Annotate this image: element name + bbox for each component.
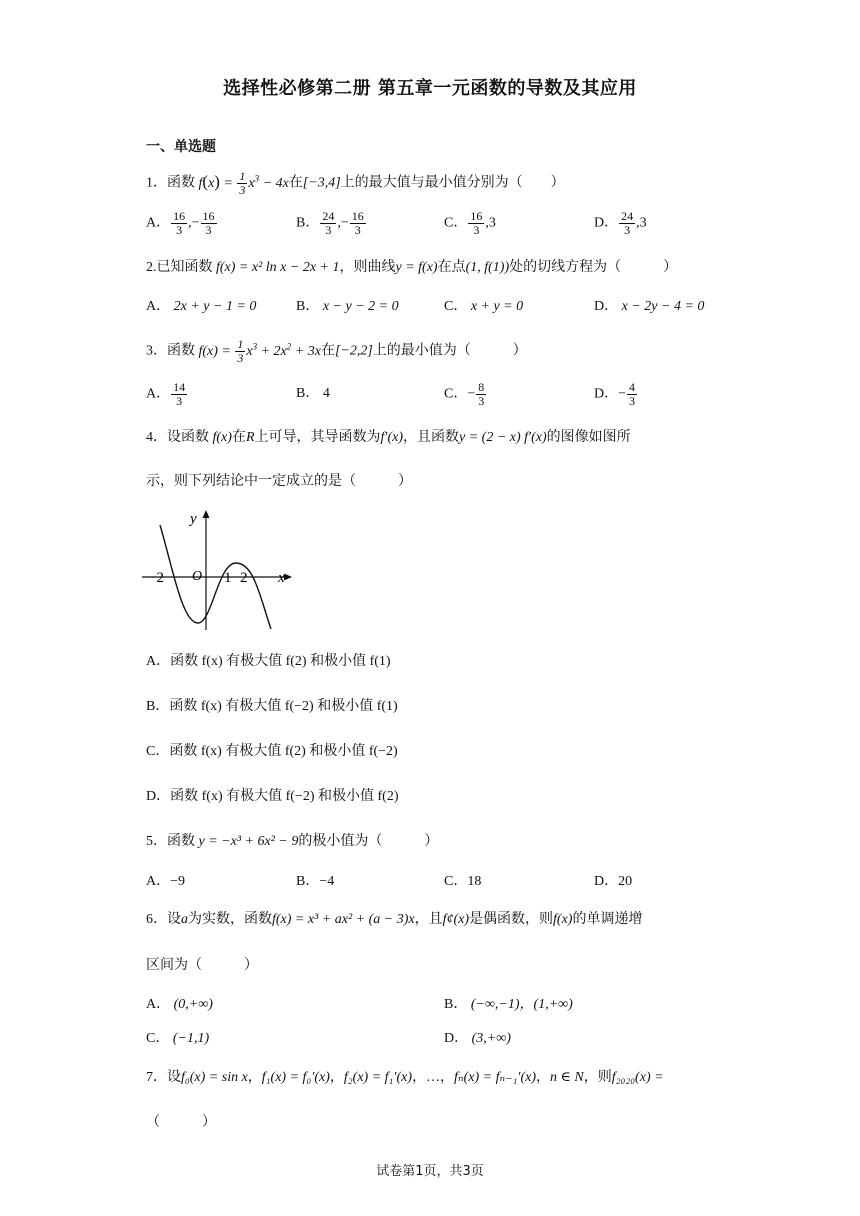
page-title: 选择性必修第二册 第五章一元函数的导数及其应用 [223,78,637,99]
q6-option-d[interactable]: D． (3,+∞) [444,1031,511,1046]
q3-option-c[interactable]: C．− $\frac{8}{3}$ [444,380,485,408]
question-2: 2.已知函数 f(x) = x² ln x − 2x + 1，则曲线y = f(x)在点(1, f(1))处的切线方程为（ ） [146,260,678,275]
q1-option-c[interactable]: C． $\frac{16}{3}$ ,3 [444,209,496,237]
q5-option-d[interactable]: D．20 [594,874,633,889]
question-1: 1．函数 f(x) = $\frac{1}{3}$ $x^3 - 4x$在[−3,4]上的最大值与最小值分别为（ ） [146,168,565,197]
question-5: 5．函数 y = −x³ + 6x² − 9的极小值为（ ） [146,834,439,849]
question-7-line-2: （ ） [146,1115,216,1130]
q4-option-a[interactable]: A．函数 f(x) 有极大值 f(2) 和极小值 f(1) [146,654,391,669]
question-4-line-2: 示，则下列结论中一定成立的是（ ） [146,474,412,489]
q4-option-c[interactable]: C．函数 f(x) 有极大值 f(2) 和极小值 f(−2) [146,744,398,759]
question-6: 6．设a为实数，函数f(x) = x³ + ax² + (a − 3)x，且f¢(x)是偶函数，则f(x)的单调递增 [146,912,643,927]
x-axis-arrow [284,574,292,581]
page-footer: 试卷第1页，共3页 [376,1164,484,1179]
q1-option-a[interactable]: A． $\frac{16}{3}$ ,− $\frac{16}{3}$ [146,209,215,237]
q1-option-b[interactable]: B． $\frac{24}{3}$ ,− $\frac{16}{3}$ [296,209,364,237]
q3-function: f(x) = $\frac{1}{3}$ $x^3 + 2x^2 + 3x$ [198,336,321,365]
tick-label-1: 1 [224,570,232,586]
q5-option-a[interactable]: A．−9 [146,874,186,889]
q6-option-c[interactable]: C． (−1,1) [146,1031,210,1046]
question-4: 4．设函数 f(x)在R上可导，其导函数为f′(x)，且函数y = (2 − x) f′(x)的图像如图所 [146,430,631,445]
q3-option-b[interactable]: B． 4 [296,386,330,401]
section-heading: 一、单选题 [146,139,216,155]
q5-option-b[interactable]: B．−4 [296,874,335,889]
origin-label: O [192,569,203,584]
function-graph [140,505,300,635]
q2-option-c[interactable]: C． x + y = 0 [444,299,524,314]
q1-function: f(x) = $\frac{1}{3}$ $x^3 - 4x$ [198,168,289,197]
q5-option-c[interactable]: C．18 [444,874,482,889]
q6-option-b[interactable]: B． (−∞,−1)，(1,+∞) [444,997,573,1012]
q4-option-b[interactable]: B．函数 f(x) 有极大值 f(−2) 和极小值 f(1) [146,699,398,714]
q6-option-a[interactable]: A． (0,+∞) [146,997,213,1012]
q2-option-d[interactable]: D． x − 2y − 4 = 0 [594,299,705,314]
question-3: 3．函数 f(x) = $\frac{1}{3}$ $x^3 + 2x^2 + 3x$在[−2,2]上的最小值为（ ） [146,336,527,365]
q3-option-a[interactable]: A． $\frac{14}{3}$ [146,380,186,408]
q4-option-d[interactable]: D．函数 f(x) 有极大值 f(−2) 和极小值 f(2) [146,789,399,804]
question-6-line-2: 区间为（ ） [146,958,258,973]
q2-option-a[interactable]: A． 2x + y − 1 = 0 [146,299,257,314]
tick-label-2: 2 [240,570,248,586]
q2-option-b[interactable]: B． x − y − 2 = 0 [296,299,399,314]
y-axis-label: y [190,511,197,527]
q3-option-d[interactable]: D．− $\frac{4}{3}$ [594,380,636,408]
question-7: 7．设f₀(x) = sin x，f₁(x) = f₀′(x)，f₂(x) = f₁′(x)，…，fₙ(x) = fₙ₋₁′(x)，n ∈ N，则f₂₀₂₀(x) = [146,1070,664,1085]
y-axis-arrow [203,510,210,518]
tick-label-neg2: −2 [148,570,164,586]
q1-option-d[interactable]: D． $\frac{24}{3}$ ,3 [594,209,647,237]
x-axis-label: x [278,570,285,586]
